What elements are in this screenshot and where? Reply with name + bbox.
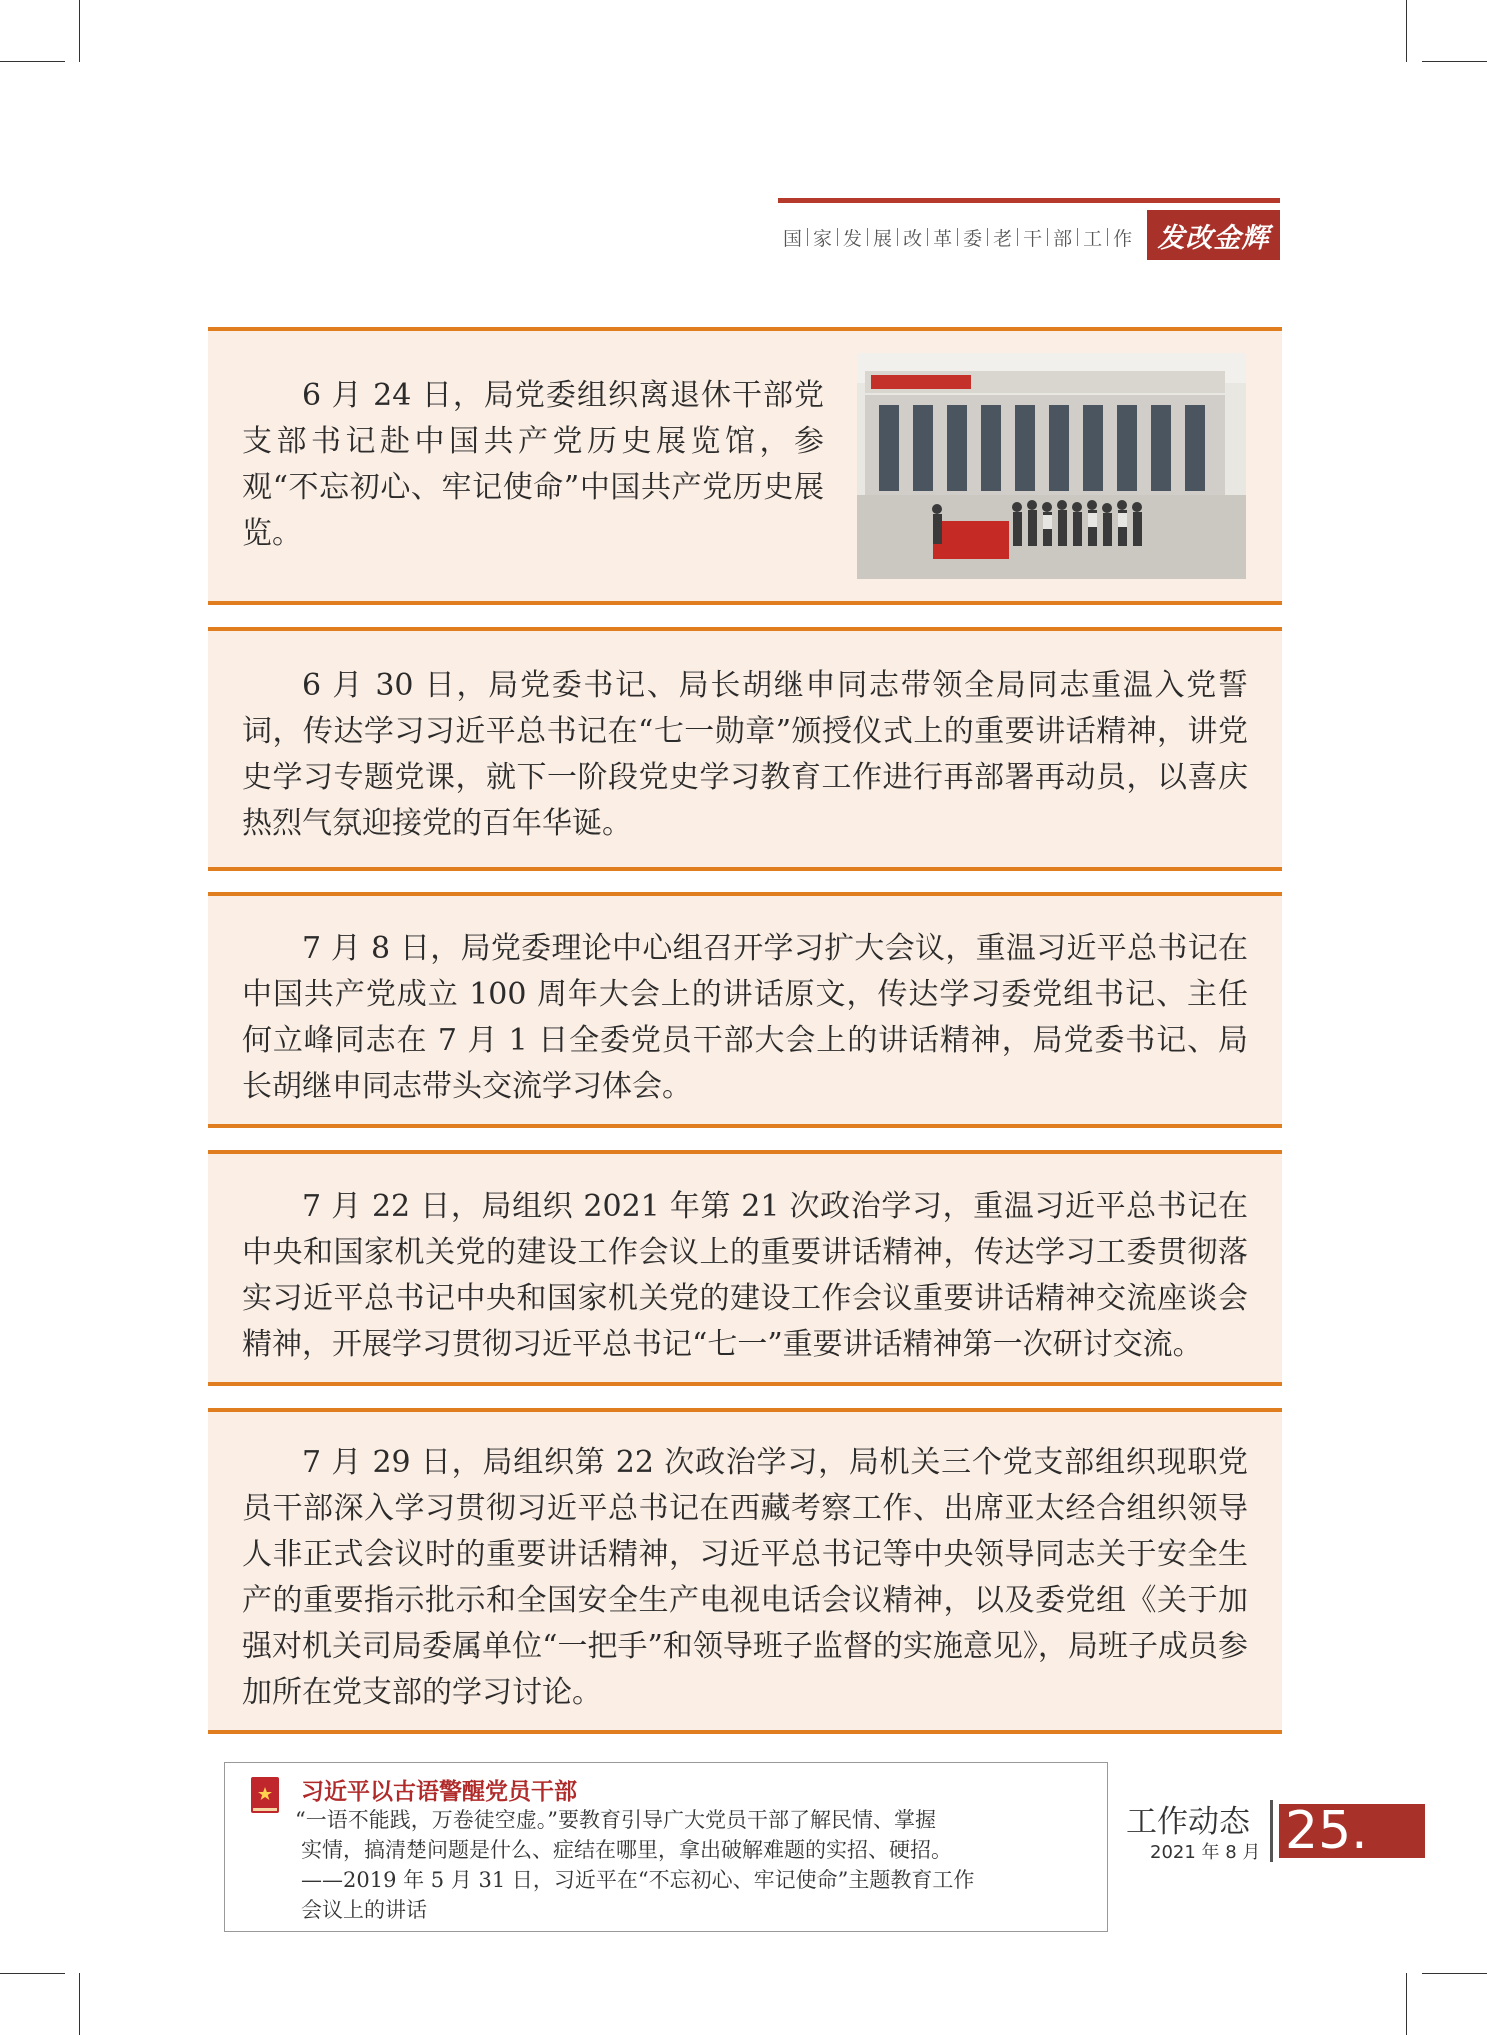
news-text: 7 月 8 日，局党委理论中心组召开学习扩大会议，重温习近平总书记在中国共产党成立 100 周年大会上的讲话原文，传达学习委党组书记、主任何立峰同志在 7 月 1 日全委党员干部大会上的讲话精神，局党委书记、局长胡继申同志带头交流学习体会。 [242, 931, 1248, 1104]
quote-line: “一语不能践，万卷徒空虚。”要教育引导广大党员干部了解民情、掌握 [295, 1808, 936, 1832]
news-text: 6 月 24 日，局党委组织离退休干部党支部书记赴中国共产党历史展览馆，参观“不忘初心、牢记使命”中国共产党历史展览。 [242, 378, 824, 551]
news-block [208, 627, 1282, 871]
header-char: 部 [1053, 227, 1073, 250]
crop-mark [1406, 1973, 1407, 2035]
crop-mark [79, 1973, 80, 2035]
header-char: 展 [873, 227, 893, 250]
issue-date: 2021 年 8 月 [1150, 1842, 1261, 1863]
crop-mark [1422, 61, 1487, 62]
header-char: 工 [1083, 227, 1103, 250]
news-text: 6 月 30 日，局党委书记、局长胡继申同志带领全局同志重温入党誓词，传达学习习近平总书记在“七一勋章”颁授仪式上的重要讲话精神，讲党史学习专题党课，就下一阶段党史学习教育工作进行再部署再动员，以喜庆热烈气氛迎接党的百年华诞。 [242, 668, 1248, 841]
crop-mark [0, 1973, 65, 1974]
header-char: 作 [1113, 227, 1133, 250]
quote-text [295, 1805, 1091, 1925]
crop-mark [1422, 1973, 1487, 1974]
news-text: 7 月 22 日，局组织 2021 年第 21 次政治学习，重温习近平总书记在中央和国家机关党的建设工作会议上的重要讲话精神，传达学习工委贯彻落实习近平总书记中央和国家机关党的建设工作会议重要讲话精神交流座谈会精神，开展学习贯彻习近平总书记“七一”重要讲话精神第一次研讨交流。 [242, 1189, 1248, 1362]
header-char: 改 [903, 227, 923, 250]
news-block [208, 1150, 1282, 1386]
news-block [208, 892, 1282, 1128]
quote-title: 习近平以古语警醒党员干部 [301, 1778, 577, 1805]
quote-line: 会议上的讲话 [301, 1898, 427, 1922]
news-text: 7 月 29 日，局组织第 22 次政治学习，局机关三个党支部组织现职党员干部深入学习贯彻习近平总书记在西藏考察工作、出席亚太经合组织领导人非正式会议时的重要讲话精神，习近平总书记等中央领导同志关于安全生产的重要指示批示和全国安全生产电视电话会议精神，以及委党组《关于加强对机关司局委属单位“一把手”和领导班子监督的实施意见》，局班子成员参加所在党支部的学习讨论。 [242, 1445, 1248, 1710]
header-char: 国 [783, 227, 803, 250]
header-char: 家 [813, 227, 833, 250]
footer-divider [1270, 1800, 1273, 1862]
header-char: 委 [963, 227, 983, 250]
section-title: 工作动态 [1126, 1804, 1250, 1840]
news-block [208, 1408, 1282, 1734]
crop-mark [0, 61, 65, 62]
museum-group-photo [857, 353, 1246, 579]
header-char: 干 [1023, 227, 1043, 250]
header-char: 发 [843, 227, 863, 250]
quote-line: ——2019 年 5 月 31 日，习近平在“不忘初心、牢记使命”主题教育工作 [301, 1868, 975, 1892]
header-char: 革 [933, 227, 953, 250]
brand-logo: 发改金辉 [1147, 210, 1280, 260]
red-book-icon [251, 1777, 279, 1813]
header-rule [778, 198, 1280, 203]
header-char: 老 [993, 227, 1013, 250]
page-number: 25. [1279, 1804, 1425, 1858]
quote-line: 实情，搞清楚问题是什么、症结在哪里，拿出破解难题的实招、硬招。 [301, 1838, 952, 1862]
crop-mark [1406, 0, 1407, 62]
quote-box [224, 1762, 1108, 1932]
header-org-name [778, 222, 1137, 252]
crop-mark [79, 0, 80, 62]
